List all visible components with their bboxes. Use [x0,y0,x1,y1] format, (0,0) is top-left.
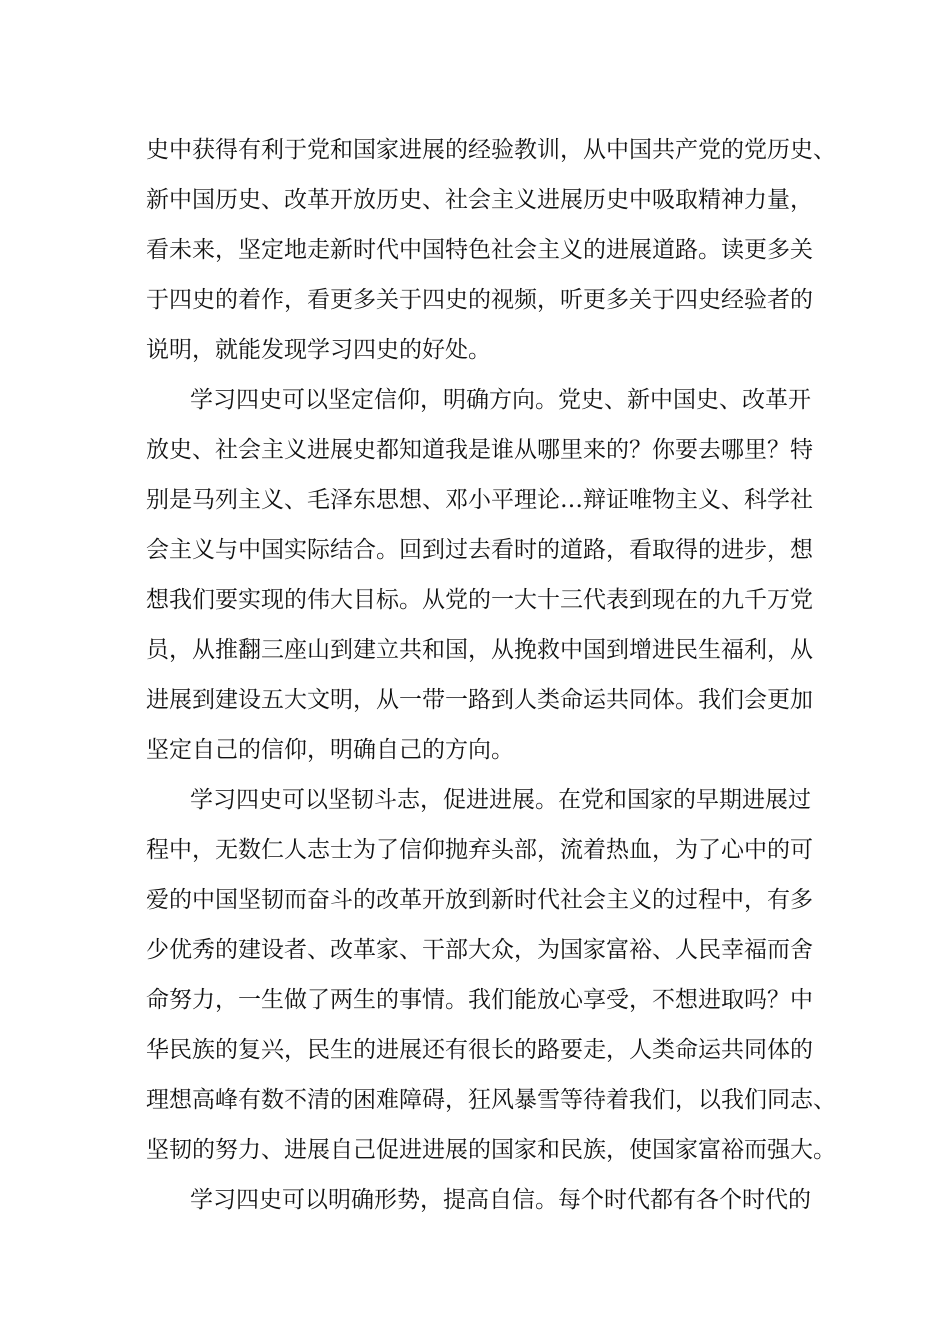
text-line: 理想高峰有数不清的困难障碍，狂风暴雪等待着我们，以我们同志、 [146,1087,836,1113]
paragraph-start-line: 学习四史可以坚韧斗志，促进进展。在党和国家的早期进展过 [190,787,811,813]
paragraph-start-line: 学习四史可以坚定信仰，明确方向。党史、新中国史、改革开 [190,387,811,413]
text-line: 命努力，一生做了两生的事情。我们能放心享受，不想进取吗？中 [146,987,813,1013]
text-line: 于四史的着作，看更多关于四史的视频，听更多关于四史经验者的 [146,287,813,313]
text-line: 别是马列主义、毛泽东思想、邓小平理论…辩证唯物主义、科学社 [146,487,813,513]
text-line: 想我们要实现的伟大目标。从党的一大十三代表到现在的九千万党 [146,587,813,613]
text-line: 说明，就能发现学习四史的好处。 [146,337,491,363]
text-line: 坚定自己的信仰，明确自己的方向。 [146,737,514,763]
text-line: 少优秀的建设者、改革家、干部大众，为国家富裕、人民幸福而舍 [146,937,813,963]
text-line: 爱的中国坚韧而奋斗的改革开放到新时代社会主义的过程中，有多 [146,887,813,913]
text-line: 放史、社会主义进展史都知道我是谁从哪里来的？你要去哪里？特 [146,437,813,463]
text-line: 会主义与中国实际结合。回到过去看时的道路，看取得的进步，想 [146,537,813,563]
text-line: 看未来，坚定地走新时代中国特色社会主义的进展道路。读更多关 [146,237,813,263]
text-line: 员，从推翻三座山到建立共和国，从挽救中国到增进民生福利，从 [146,637,813,663]
text-line: 华民族的复兴，民生的进展还有很长的路要走，人类命运共同体的 [146,1037,813,1063]
document-body [146,125,836,1225]
text-line: 进展到建设五大文明，从一带一路到人类命运共同体。我们会更加 [146,687,813,713]
text-line: 新中国历史、改革开放历史、社会主义进展历史中吸取精神力量， [146,187,813,213]
text-line: 坚韧的努力、进展自己促进进展的国家和民族，使国家富裕而强大。 [146,1137,836,1163]
text-line: 程中，无数仁人志士为了信仰抛弃头部，流着热血，为了心中的可 [146,837,813,863]
text-line: 史中获得有利于党和国家进展的经验教训，从中国共产党的党历史、 [146,137,836,163]
paragraph-start-line: 学习四史可以明确形势，提高自信。每个时代都有各个时代的 [190,1187,811,1213]
